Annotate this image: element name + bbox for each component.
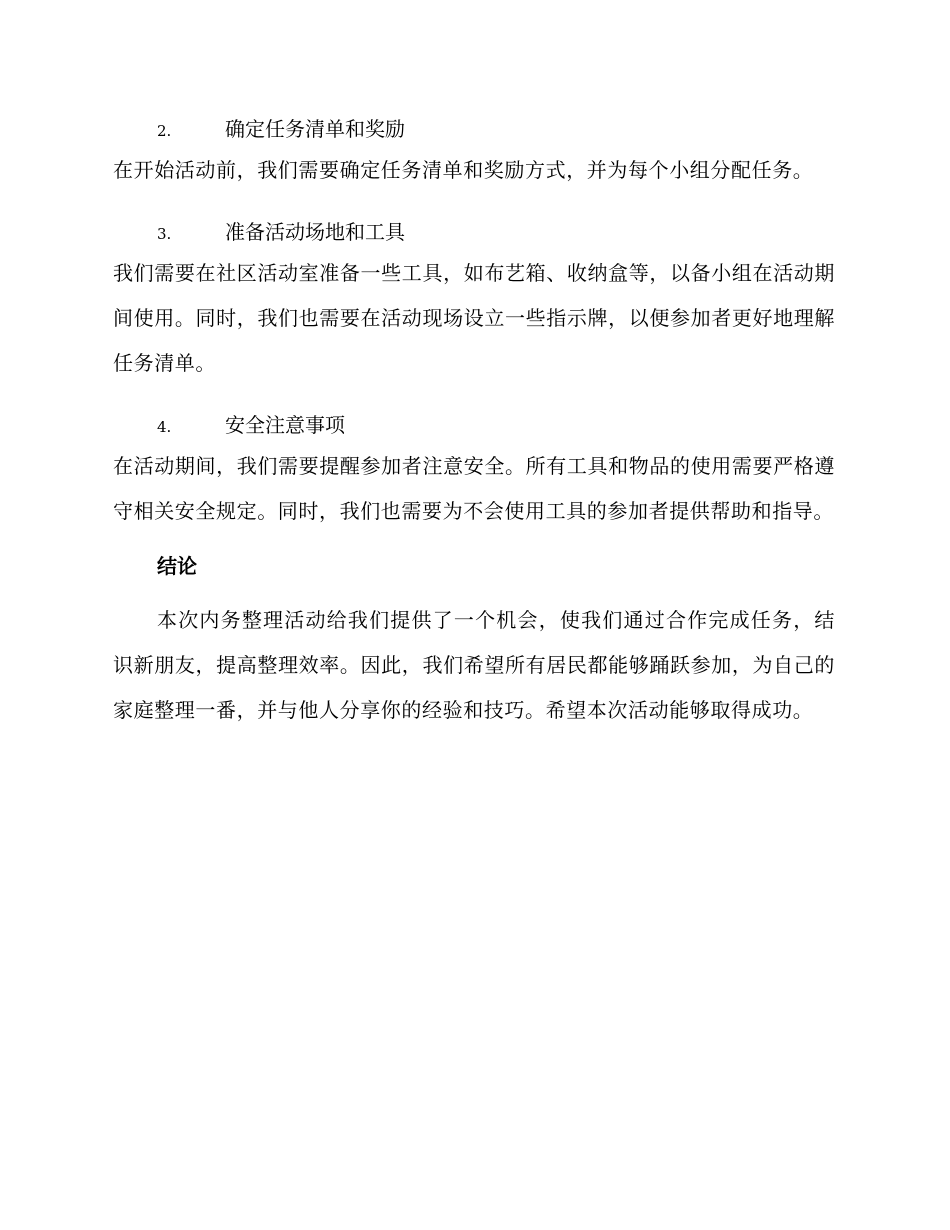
list-item-heading — [113, 406, 835, 444]
list-item-heading — [113, 110, 835, 148]
list-item-number: 4. — [157, 418, 172, 436]
document-page — [113, 110, 835, 733]
list-item-title: 确定任务清单和奖励 — [225, 117, 405, 141]
list-item-number: 3. — [157, 225, 172, 243]
paragraph: 我们需要在社区活动室准备一些工具，如布艺箱、收纳盒等，以备小组在活动期间使用。同时，我们也需要在活动现场设立一些指示牌，以便参加者更好地理解任务清单。 — [113, 261, 835, 375]
list-item-heading — [113, 213, 835, 251]
paragraph: 在开始活动前，我们需要确定任务清单和奖励方式，并为每个小组分配任务。 — [113, 158, 814, 182]
list-item-title: 准备活动场地和工具 — [225, 220, 405, 244]
paragraph: 在活动期间，我们需要提醒参加者注意安全。所有工具和物品的使用需要严格遵守相关安全规定。同时，我们也需要为不会使用工具的参加者提供帮助和指导。 — [113, 454, 835, 523]
list-item-number: 2. — [157, 122, 172, 140]
list-item-title: 安全注意事项 — [225, 413, 345, 437]
conclusion-paragraph: 本次内务整理活动给我们提供了一个机会，使我们通过合作完成任务，结识新朋友，提高整理效率。因此，我们希望所有居民都能够踊跃参加，为自己的家庭整理一番，并与他人分享你的经验和技巧。希望本次活动能够取得成功。 — [113, 608, 835, 722]
section-heading: 结论 — [157, 554, 197, 578]
